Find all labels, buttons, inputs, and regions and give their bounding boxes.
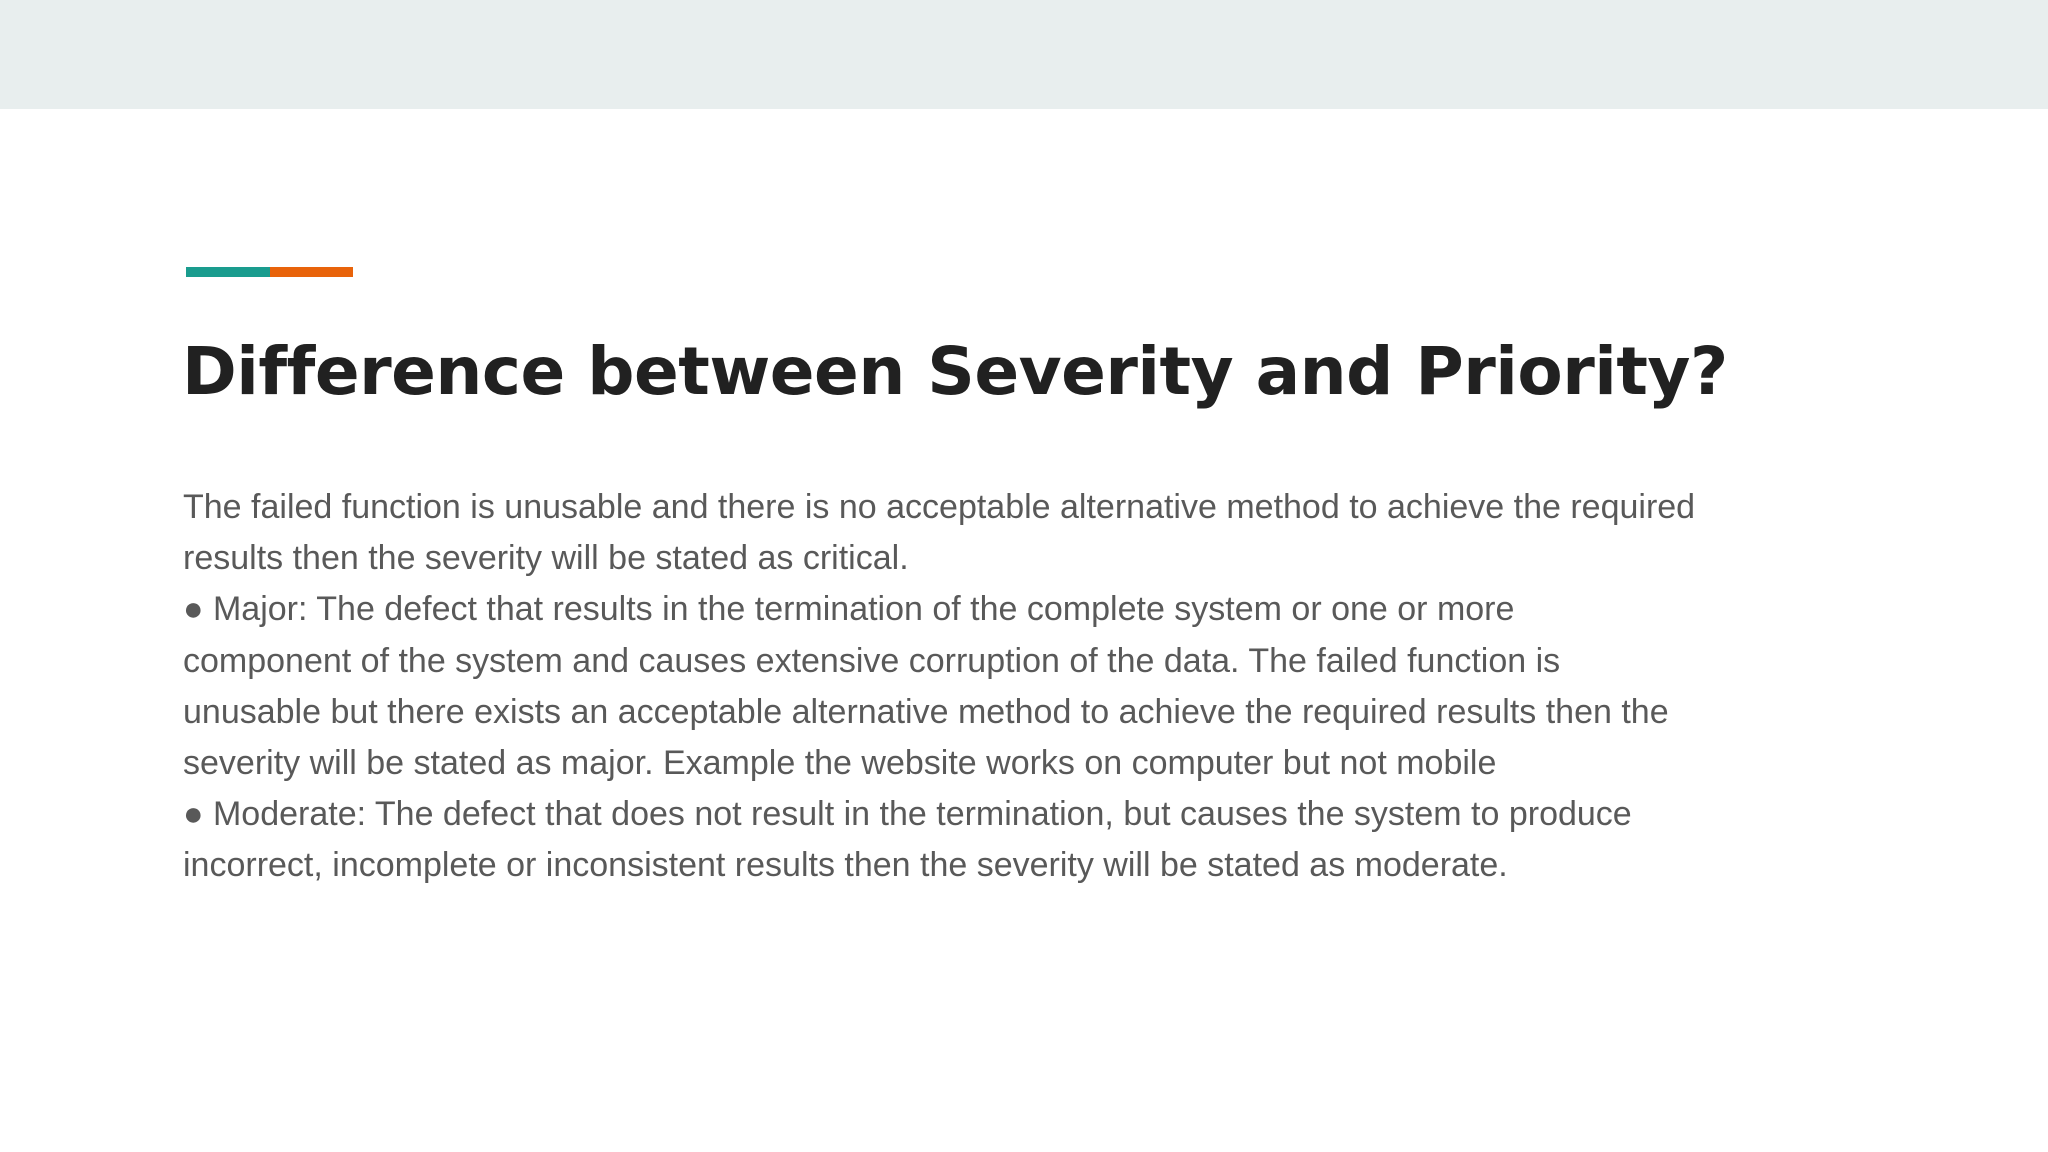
body-line: component of the system and causes extensive corruption of the data. The failed function is: [183, 641, 1561, 680]
accent-bar-teal: [186, 267, 270, 277]
top-band: [0, 0, 2048, 109]
body-line-moderate-bullet: ● Moderate: The defect that does not result in the termination, but causes the system to produce: [183, 795, 1632, 834]
body-line: incorrect, incomplete or inconsistent results then the severity will be stated as moderate.: [183, 846, 1508, 885]
body-line: results then the severity will be stated as critical.: [183, 539, 909, 578]
body-line: severity will be stated as major. Example the website works on computer but not mobile: [183, 744, 1497, 783]
title-accent-bar: [186, 267, 353, 277]
body-line: The failed function is unusable and there is no acceptable alternative method to achieve the required: [183, 488, 1696, 526]
slide-body: [183, 482, 1823, 892]
accent-bar-orange: [270, 267, 353, 277]
slide-title: Difference between Severity and Priority?: [182, 333, 1728, 410]
body-line: unusable but there exists an acceptable alternative method to achieve the required results then the: [183, 692, 1669, 731]
body-line-major-bullet: ● Major: The defect that results in the termination of the complete system or one or more: [183, 590, 1515, 629]
